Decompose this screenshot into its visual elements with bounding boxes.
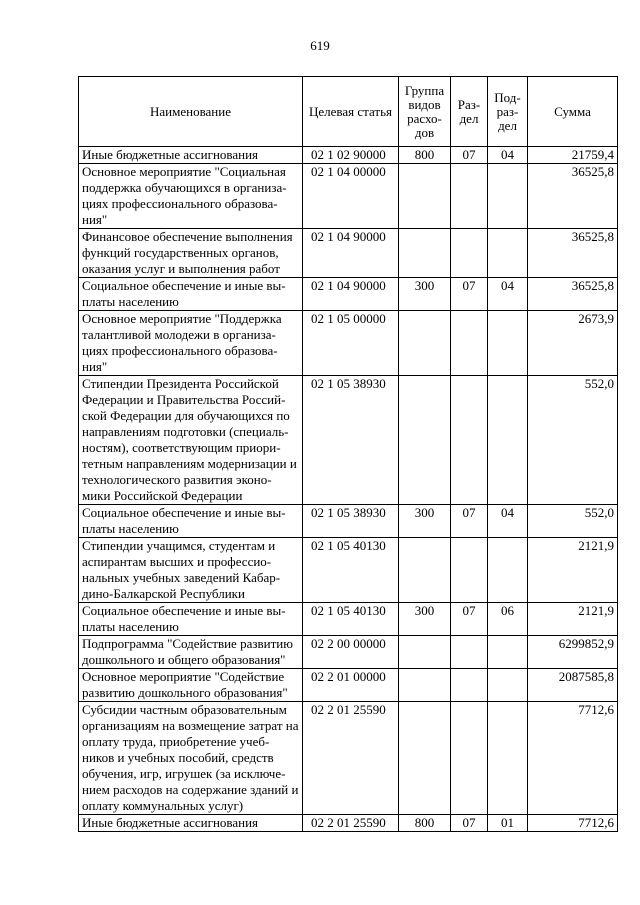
table-row: [79, 229, 618, 278]
table-row: [79, 505, 618, 538]
row-code: 02 1 02 90000: [303, 147, 399, 164]
row-code: 02 1 05 40130: [303, 603, 399, 636]
row-subsection: [488, 669, 528, 702]
row-group: [399, 376, 451, 505]
row-code: 02 1 05 00000: [303, 311, 399, 376]
table-row: [79, 702, 618, 815]
row-sum: 36525,8: [528, 278, 618, 311]
row-subsection: [488, 376, 528, 505]
row-sum: 7712,6: [528, 815, 618, 832]
row-sum: 552,0: [528, 376, 618, 505]
row-group: 800: [399, 815, 451, 832]
row-subsection: [488, 311, 528, 376]
table-row: [79, 669, 618, 702]
row-name: Социальное обеспечение и иные вы- платы населению: [79, 505, 303, 538]
row-group: [399, 538, 451, 603]
row-code: 02 2 01 00000: [303, 669, 399, 702]
row-group: [399, 636, 451, 669]
row-section: [451, 702, 488, 815]
row-code: 02 1 04 90000: [303, 229, 399, 278]
row-code: 02 1 05 38930: [303, 505, 399, 538]
row-section: 07: [451, 505, 488, 538]
header-name: Наименование: [79, 77, 303, 147]
row-section: 07: [451, 147, 488, 164]
table-row: [79, 164, 618, 229]
header-subsection: Под- раз- дел: [488, 77, 528, 147]
row-subsection: 06: [488, 603, 528, 636]
header-section: Раз- дел: [451, 77, 488, 147]
row-subsection: [488, 702, 528, 815]
row-subsection: 04: [488, 147, 528, 164]
row-group: 300: [399, 278, 451, 311]
row-section: 07: [451, 815, 488, 832]
row-sum: 36525,8: [528, 164, 618, 229]
row-name: Финансовое обеспечение выполнения функций государственных органов, оказания услуг и выполнения работ: [79, 229, 303, 278]
row-name: Иные бюджетные ассигнования: [79, 147, 303, 164]
table-row: [79, 815, 618, 832]
row-section: [451, 311, 488, 376]
row-code: 02 1 05 40130: [303, 538, 399, 603]
row-sum: 36525,8: [528, 229, 618, 278]
row-name: Субсидии частным образовательным организациям на возмещение затрат на оплату труда, приобретение учеб- ников и учебных пособий, средств обучения, игр, игрушек (за исключе- нием расходов на содержание зданий и оплату коммунальных услуг): [79, 702, 303, 815]
table-row: [79, 603, 618, 636]
row-group: 300: [399, 505, 451, 538]
page-number: 619: [310, 38, 330, 53]
table-row: [79, 311, 618, 376]
row-code: 02 2 01 25590: [303, 815, 399, 832]
row-section: [451, 164, 488, 229]
row-section: 07: [451, 278, 488, 311]
row-name: Иные бюджетные ассигнования: [79, 815, 303, 832]
row-group: 300: [399, 603, 451, 636]
row-group: [399, 229, 451, 278]
budget-table: [78, 76, 618, 832]
row-section: [451, 376, 488, 505]
row-group: 800: [399, 147, 451, 164]
row-name: Основное мероприятие "Поддержка талантливой молодежи в организа- циях профессионального образова- ния": [79, 311, 303, 376]
row-subsection: [488, 636, 528, 669]
row-code: 02 1 05 38930: [303, 376, 399, 505]
row-name: Основное мероприятие "Содействие развитию дошкольного образования": [79, 669, 303, 702]
row-section: [451, 636, 488, 669]
row-subsection: 01: [488, 815, 528, 832]
row-name: Стипендии учащимся, студентам и аспирантам высших и профессио- нальных учебных заведений Кабар- дино-Балкарской Республики: [79, 538, 303, 603]
row-section: [451, 669, 488, 702]
header-group: Группа видов расхо- дов: [399, 77, 451, 147]
row-subsection: [488, 538, 528, 603]
row-subsection: 04: [488, 278, 528, 311]
row-group: [399, 669, 451, 702]
row-subsection: [488, 229, 528, 278]
row-sum: 2121,9: [528, 538, 618, 603]
row-code: 02 2 00 00000: [303, 636, 399, 669]
header-sum: Сумма: [528, 77, 618, 147]
row-sum: 2121,9: [528, 603, 618, 636]
header-article: Целевая статья: [303, 77, 399, 147]
row-sum: 21759,4: [528, 147, 618, 164]
row-name: Социальное обеспечение и иные вы- платы населению: [79, 278, 303, 311]
row-group: [399, 311, 451, 376]
row-name: Основное мероприятие "Социальная поддержка обучающихся в организа- циях профессионального образова- ния": [79, 164, 303, 229]
row-subsection: 04: [488, 505, 528, 538]
row-sum: 7712,6: [528, 702, 618, 815]
table-row: [79, 538, 618, 603]
row-section: 07: [451, 603, 488, 636]
row-name: Подпрограмма "Содействие развитию дошкольного и общего образования": [79, 636, 303, 669]
row-group: [399, 702, 451, 815]
row-code: 02 1 04 00000: [303, 164, 399, 229]
row-name: Стипендии Президента Российской Федерации и Правительства Россий- ской Федерации для обучающихся по направлениям подготовки (специаль- ностям), соответствующим приори- тетным направлениям модернизации и технологического развития эконо- мики Российской Федерации: [79, 376, 303, 505]
row-group: [399, 164, 451, 229]
row-code: 02 1 04 90000: [303, 278, 399, 311]
row-sum: 552,0: [528, 505, 618, 538]
table-header-row: [79, 77, 618, 147]
row-code: 02 2 01 25590: [303, 702, 399, 815]
row-sum: 6299852,9: [528, 636, 618, 669]
row-subsection: [488, 164, 528, 229]
row-section: [451, 229, 488, 278]
row-sum: 2087585,8: [528, 669, 618, 702]
table-row: [79, 636, 618, 669]
row-name: Социальное обеспечение и иные вы- платы населению: [79, 603, 303, 636]
table-row: [79, 278, 618, 311]
table-row: [79, 147, 618, 164]
row-section: [451, 538, 488, 603]
table-row: [79, 376, 618, 505]
row-sum: 2673,9: [528, 311, 618, 376]
